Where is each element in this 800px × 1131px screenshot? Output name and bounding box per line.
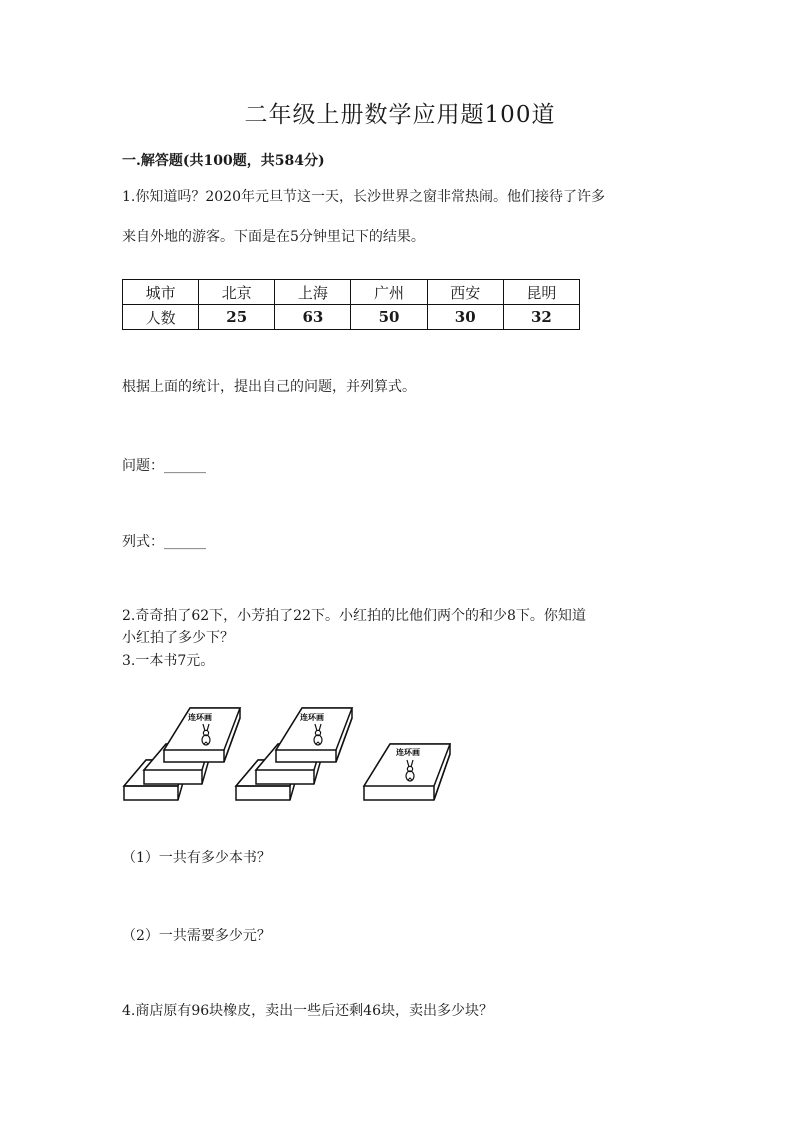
table-row [123, 305, 580, 330]
table-cell: 广州 [351, 280, 427, 305]
question-label: 问题： [122, 458, 164, 474]
q1-prompt: 根据上面的统计，提出自己的问题，并列算式。 [122, 379, 416, 395]
table-cell: 50 [351, 305, 427, 330]
q1-text-line2: 来自外地的游客。下面是在5分钟里记下的结果。 [122, 229, 425, 245]
book-title-label: 连环画 [188, 713, 212, 722]
q4-text: 4.商店原有96块橡皮，卖出一些后还剩46块，卖出多少块？ [122, 1003, 493, 1019]
table-cell: 西安 [427, 280, 503, 305]
formula-label: 列式： [122, 534, 164, 550]
q2-text-line2: 小红拍了多少下？ [122, 630, 234, 646]
book-title-label: 连环画 [300, 713, 324, 722]
table-row [123, 280, 580, 305]
table-cell: 32 [503, 305, 579, 330]
table-cell: 城市 [123, 280, 199, 305]
book-title-label: 连环画 [396, 748, 420, 757]
city-visitor-table [122, 279, 580, 330]
table-cell: 北京 [199, 280, 275, 305]
question-blank[interactable]: ______ [164, 458, 206, 474]
book-stack-2 [236, 708, 352, 800]
table-cell: 昆明 [503, 280, 579, 305]
book-stack-1 [124, 708, 240, 800]
formula-blank[interactable]: ______ [164, 534, 206, 550]
table-cell: 63 [275, 305, 351, 330]
q3-sub1: （1）一共有多少本书？ [122, 850, 271, 866]
formula-answer-line [122, 531, 682, 553]
page-title: 二年级上册数学应用题100道 [244, 102, 556, 128]
table-cell: 人数 [123, 305, 199, 330]
q3-sub2: （2）一共需要多少元？ [122, 928, 271, 944]
table-cell: 30 [427, 305, 503, 330]
single-book [364, 744, 450, 800]
table-cell: 25 [199, 305, 275, 330]
section-heading: 一.解答题(共100题，共584分) [122, 153, 325, 169]
q1-text-line1: 1.你知道吗？2020年元旦节这一天，长沙世界之窗非常热闹。他们接待了许多 [122, 189, 605, 205]
q3-text: 3.一本书7元。 [122, 653, 215, 669]
q2-text-line1: 2.奇奇拍了62下，小芳拍了22下。小红拍的比他们两个的和少8下。你知道 [122, 608, 586, 624]
books-illustration [118, 700, 468, 810]
table-cell: 上海 [275, 280, 351, 305]
question-answer-line [122, 455, 682, 477]
